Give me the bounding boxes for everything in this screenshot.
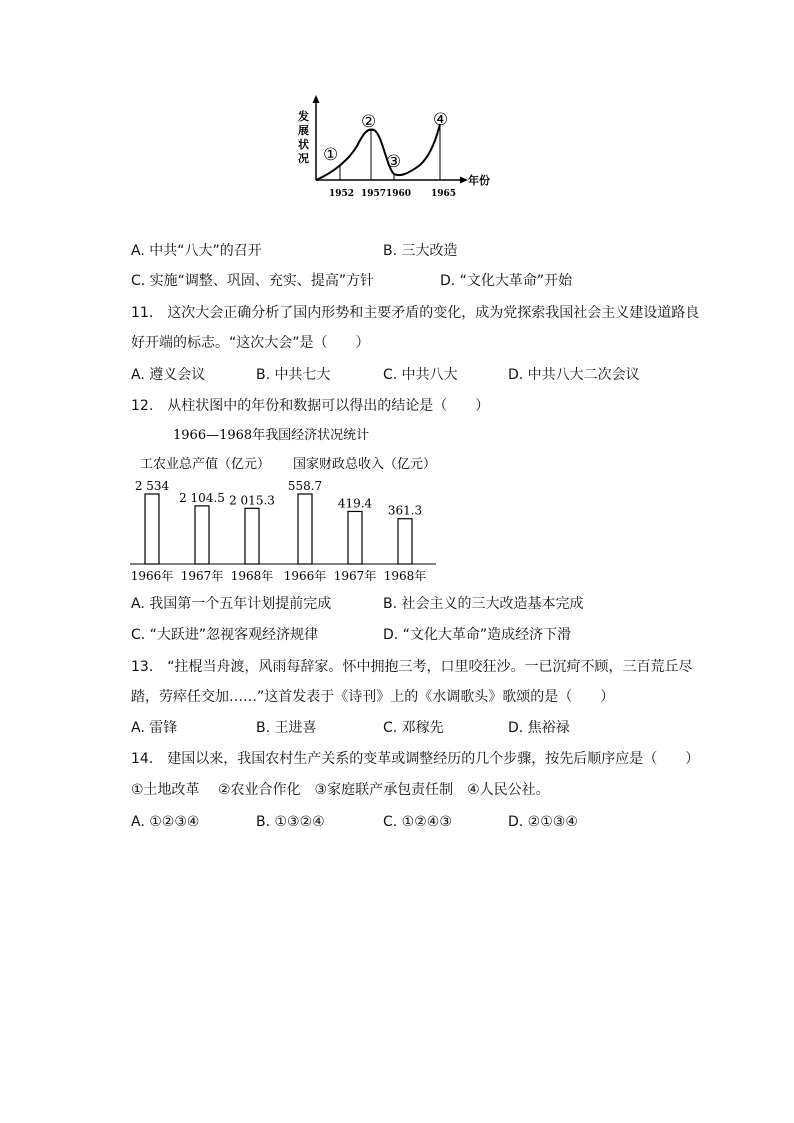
q14-items: ①土地改革 ②农业合作化 ③家庭联产承包责任制 ④人民公社。 [131, 782, 550, 798]
y-axis-label-char: 发 [298, 110, 309, 123]
q11-option-a: A. 遵义会议 [131, 367, 206, 383]
bar-value-label: 419.4 [337, 496, 373, 511]
y-axis-label-char: 展 [298, 124, 309, 137]
bar-0-1 [195, 506, 209, 564]
q12-option-d: D. “文化大革命”造成经济下滑 [383, 627, 572, 643]
q14-stem: 14. 建国以来，我国农村生产关系的变革或调整经历的几个步骤，按先后顺序应是（ ） [131, 751, 700, 767]
q13-option-a: A. 雷锋 [131, 720, 178, 736]
year-label: 1960 [386, 189, 412, 199]
q11-option-b: B. 中共七大 [256, 367, 331, 383]
category-label: 1968年 [383, 569, 427, 583]
category-label: 1966年 [283, 569, 327, 583]
bar-0-2 [245, 508, 259, 564]
q11-stem-line1: 11. 这次大会正确分析了国内形势和主要矛盾的变化，成为党探索我国社会主义建设道路良 [131, 305, 700, 321]
panel-label-revenue: 国家财政总收入（亿元） [293, 457, 437, 472]
q12-option-b: B. 社会主义的三大改造基本完成 [383, 596, 584, 612]
q10-option-c: C. 实施“调整、巩固、充实、提高”方针 [131, 273, 375, 289]
q14-option-d: D. ②①③④ [508, 814, 578, 830]
marker-4: ④ [433, 110, 449, 130]
chart-title: 1966—1968年我国经济状况统计 [173, 428, 370, 443]
development-curve-figure [290, 90, 500, 205]
q13-option-d: D. 焦裕禄 [508, 720, 570, 736]
category-label: 1967年 [333, 569, 377, 583]
category-label: 1967年 [180, 569, 224, 583]
y-axis-label-char: 状 [298, 138, 309, 151]
q13-stem-line2: 踏，劳瘁任交加……”这首发表于《诗刊》上的《水调歌头》歌颂的是（ ） [131, 689, 615, 705]
bar-value-label: 558.7 [287, 479, 323, 493]
q14-option-c: C. ①②④③ [383, 814, 452, 830]
y-axis-arrow [313, 95, 320, 103]
bar-1-0 [298, 494, 312, 564]
year-label: 1952 [329, 189, 355, 199]
bar-1-2 [398, 519, 412, 564]
marker-3: ③ [386, 152, 402, 172]
x-axis-arrow [460, 177, 468, 184]
bar-value-label: 361.3 [387, 503, 423, 518]
q12-stem: 12. 从柱状图中的年份和数据可以得出的结论是（ ） [131, 398, 490, 414]
panel-label-output: 工农业总产值（亿元） [140, 457, 271, 472]
q11-option-d: D. 中共八大二次会议 [508, 367, 640, 383]
bar-value-label: 2 104.5 [179, 490, 225, 505]
bars-layer [131, 479, 427, 583]
category-label: 1966年 [130, 569, 174, 583]
q14-option-a: A. ①②③④ [131, 814, 200, 830]
bar-value-label: 2 534 [134, 479, 170, 493]
q10-option-d: D. “文化大革命”开始 [440, 273, 573, 289]
q14-option-b: B. ①③②④ [256, 814, 325, 830]
q11-stem-line2: 好开端的标志。“这次大会”是（ ） [131, 335, 370, 351]
q11-option-c: C. 中共八大 [383, 367, 458, 383]
q12-option-c: C. “大跃进”忽视客观经济规律 [131, 627, 319, 643]
year-label: 1957 [361, 189, 387, 199]
year-label: 1965 [431, 189, 457, 199]
bar-0-0 [145, 494, 159, 564]
q13-option-c: C. 邓稼先 [383, 720, 444, 736]
x-axis-label: 年份 [468, 174, 490, 187]
marker-1: ① [323, 145, 339, 165]
economy-bar-chart [128, 422, 440, 588]
q13-option-b: B. 王进喜 [256, 720, 317, 736]
q10-option-a: A. 中共“八大”的召开 [131, 243, 262, 259]
category-label: 1968年 [230, 569, 274, 583]
q12-option-a: A. 我国第一个五年计划提前完成 [131, 596, 332, 612]
bar-1-1 [348, 511, 362, 564]
q13-stem-line1: 13. “拄棍当舟渡，风雨每辞家。怀中拥抱三考，口里咬狂沙。一已沉疴不顾，三百荒丘尽 [131, 659, 693, 675]
y-axis-label-char: 况 [298, 152, 309, 165]
marker-2: ② [361, 112, 377, 132]
q10-option-b: B. 三大改造 [383, 243, 458, 259]
bar-value-label: 2 015.3 [229, 493, 275, 508]
